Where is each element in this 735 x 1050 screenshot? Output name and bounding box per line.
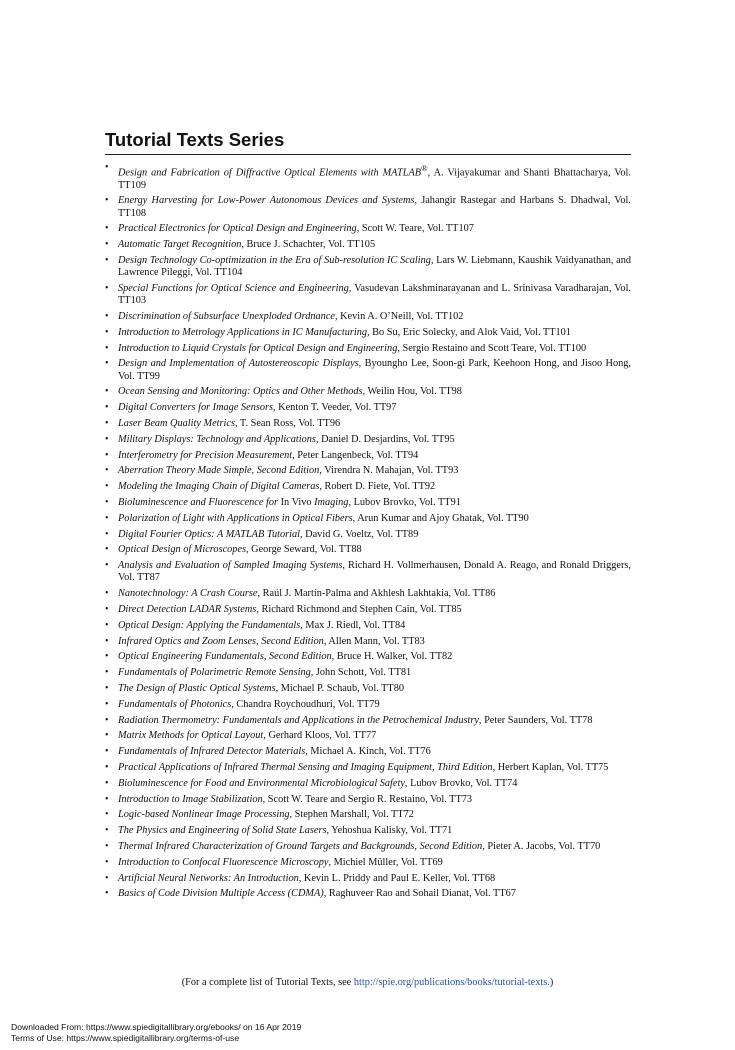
list-item <box>105 778 631 790</box>
book-authors-volume: , John Schott, Vol. TT81 <box>310 667 412 679</box>
book-authors-volume: , Yehoshua Kalisky, Vol. TT71 <box>326 825 453 837</box>
list-item <box>105 162 631 192</box>
book-authors-volume: , Kevin L. Priddy and Paul E. Keller, Vol. TT68 <box>298 872 496 884</box>
book-authors-volume: , Peter Saunders, Vol. TT78 <box>478 714 593 726</box>
list-item <box>105 255 631 279</box>
list-item <box>105 794 631 806</box>
book-authors-volume: Peter Langenbeck, Vol. TT94 <box>294 449 419 461</box>
book-title: Analysis and Evaluation of Sampled Imaging Systems <box>118 560 343 572</box>
list-item <box>105 327 631 339</box>
book-title-continued: Imaging <box>314 496 349 508</box>
trademark-mark: ® <box>421 163 428 173</box>
book-title: Direct Detection LADAR Systems <box>118 603 257 615</box>
tutorial-texts-link[interactable]: http://spie.org/publications/books/tutorial-texts. <box>353 977 550 988</box>
list-item <box>105 588 631 600</box>
book-title: Energy Harvesting for Low-Power Autonomous Devices and Systems <box>118 195 415 207</box>
book-title: Polarization of Light with Applications in Optical Fibers <box>118 512 353 524</box>
book-authors-volume: , Lars W. Liebmann, Kaushik Vaidyanathan, and Lawrence Pileggi, Vol. TT104 <box>118 255 631 279</box>
book-authors-volume: , Bo Su, Eric Solecky, and Alok Vaid, Vol. TT101 <box>367 326 571 338</box>
list-item <box>105 513 631 525</box>
book-authors-volume: Raghuveer Rao and Sohail Dianat, Vol. TT67 <box>326 888 516 900</box>
book-authors-volume: , Richard H. Vollmerhausen, Donald A. Reago, and Ronald Driggers, Vol. TT87 <box>118 560 632 584</box>
list-item <box>105 311 631 323</box>
list-item <box>105 343 631 355</box>
note-prefix: (For a complete list of Tutorial Texts, see <box>181 977 354 988</box>
book-title: Fundamentals of Polarimetric Remote Sensing <box>118 667 311 679</box>
book-title: Discrimination of Subsurface Unexploded Ordnance <box>118 311 335 323</box>
book-authors-volume: , Gerhard Kloos, Vol. TT77 <box>263 730 377 742</box>
book-title: Nanotechnology: A Crash Course <box>118 588 258 600</box>
list-item <box>105 620 631 632</box>
book-authors-volume: , Robert D. Fiete, Vol. TT92 <box>319 481 436 493</box>
list-item <box>105 497 631 509</box>
list-item <box>105 544 631 556</box>
list-item <box>105 667 631 679</box>
book-authors-volume: , Vasudevan Lakshminarayanan and L. Srinivasa Varadharajan, Vol. TT103 <box>118 283 632 307</box>
book-authors-volume: , Lubov Brovko, Vol. TT91 <box>348 496 461 508</box>
book-title: Military Displays: Technology and Applications <box>118 433 316 445</box>
book-authors-volume: , Raúl J. Martín-Palma and Akhlesh Lakhtakia, Vol. TT86 <box>257 588 496 600</box>
book-authors-volume: , Michael A. Kinch, Vol. TT76 <box>305 746 431 758</box>
book-title: Digital Converters for Image Sensors <box>118 402 274 414</box>
list-item <box>105 683 631 695</box>
book-title: Modeling the Imaging Chain of Digital Cameras <box>118 481 320 493</box>
book-title: Introduction to Metrology Applications in IC Manufacturing <box>118 326 368 338</box>
book-title: Matrix Methods for Optical Layout <box>118 730 264 742</box>
terms-of-use: Terms of Use: https://www.spiedigitallibrary.org/terms-of-use <box>11 1032 240 1043</box>
book-title: Introduction to Image Stabilization <box>118 793 263 805</box>
book-authors-volume: , Michael P. Schaub, Vol. TT80 <box>275 682 405 694</box>
book-authors-volume: , Allen Mann, Vol. TT83 <box>323 635 425 647</box>
book-title: The Physics and Engineering of Solid State Lasers <box>118 825 327 837</box>
list-item <box>105 529 631 541</box>
list-item <box>105 418 631 430</box>
book-title: Aberration Theory Made Simple, Second Edition <box>118 465 320 477</box>
book-authors-volume: , Daniel D. Desjardins, Vol. TT95 <box>315 433 455 445</box>
book-authors-volume: , George Seward, Vol. TT88 <box>246 544 362 556</box>
list-item <box>105 560 631 584</box>
book-title: Radiation Thermometry: Fundamentals and Applications in the Petrochemical Industry <box>118 714 479 726</box>
list-item <box>105 239 631 251</box>
book-authors-volume: , Byoungho Lee, Soon-gi Park, Keehoon Hong, and Jisoo Hong, Vol. TT99 <box>118 358 631 382</box>
list-item <box>105 386 631 398</box>
title-roman-text: In Vivo <box>278 496 315 508</box>
book-title: Optical Design of Microscopes <box>118 544 247 556</box>
book-title: Design and Implementation of Autostereoscopic Displays <box>118 358 359 370</box>
book-title: Fundamentals of Photonics <box>118 698 232 710</box>
book-title: Automatic Target Recognition <box>118 239 242 251</box>
book-title: Introduction to Liquid Crystals for Optical Design and Engineering <box>118 342 398 354</box>
series-heading: Tutorial Texts Series <box>105 128 631 155</box>
book-authors-volume: , Bruce H. Walker, Vol. TT82 <box>331 651 453 663</box>
list-item <box>105 809 631 821</box>
list-item <box>105 636 631 648</box>
book-title: Infrared Optics and Zoom Lenses, Second Edition <box>118 635 324 647</box>
book-authors-volume: , Scott W. Teare and Sergio R. Restaino, Vol. TT73 <box>262 793 473 805</box>
book-authors-volume: , David G. Voeltz, Vol. TT89 <box>300 528 419 540</box>
book-title: Fundamentals of Infrared Detector Materials <box>118 746 306 758</box>
book-title: Digital Fourier Optics: A MATLAB Tutorial <box>118 528 301 540</box>
book-authors-volume: , Lubov Brovko, Vol. TT74 <box>404 777 518 789</box>
book-authors-volume: , Virendra N. Mahajan, Vol. TT93 <box>319 465 459 477</box>
book-authors-volume: , Sergio Restaino and Scott Teare, Vol. TT100 <box>397 342 587 354</box>
book-authors-volume: , Kenton T. Veeder, Vol. TT97 <box>273 402 397 414</box>
list-item <box>105 825 631 837</box>
list-item <box>105 402 631 414</box>
list-item <box>105 450 631 462</box>
book-title: Bioluminescence for Food and Environmental Microbiological Safety <box>118 777 405 789</box>
book-authors-volume: , Bruce J. Schachter, Vol. TT105 <box>241 239 376 251</box>
book-authors-volume: , Chandra Roychoudhuri, Vol. TT79 <box>231 698 380 710</box>
list-item <box>105 651 631 663</box>
list-item <box>105 283 631 307</box>
book-authors-volume: , Weilin Hou, Vol. TT98 <box>362 386 462 398</box>
list-item <box>105 434 631 446</box>
book-authors-volume: , Richard Richmond and Stephen Cain, Vol. TT85 <box>256 603 462 615</box>
list-item <box>105 730 631 742</box>
book-title: Practical Electronics for Optical Design and Engineering <box>118 223 357 235</box>
book-title: Introduction to Confocal Fluorescence Microscopy <box>118 856 329 868</box>
book-title: Optical Design: Applying the Fundamentals <box>118 619 301 631</box>
book-authors-volume: , Michiel Müller, Vol. TT69 <box>328 856 443 868</box>
book-authors-volume: , Scott W. Teare, Vol. TT107 <box>356 223 474 235</box>
book-title: Artificial Neural Networks: An Introduction <box>118 872 299 884</box>
list-item <box>105 465 631 477</box>
book-authors-volume: , Stephen Marshall, Vol. TT72 <box>289 809 414 821</box>
book-authors-volume: , Max J. Riedl, Vol. TT84 <box>300 619 406 631</box>
book-title: Design and Fabrication of Diffractive Optical Elements with MATLAB <box>118 167 422 179</box>
complete-list-note <box>0 976 735 989</box>
book-title: Optical Engineering Fundamentals, Second Edition <box>118 651 332 663</box>
book-title: Interferometry for Precision Measurement, <box>118 449 295 461</box>
book-authors-volume: , Herbert Kaplan, Vol. TT75 <box>492 761 609 773</box>
list-item <box>105 762 631 774</box>
book-title: The Design of Plastic Optical Systems <box>118 682 276 694</box>
book-title: Bioluminescence and Fluorescence for <box>118 496 279 508</box>
list-item <box>105 223 631 235</box>
list-item <box>105 746 631 758</box>
list-item <box>105 481 631 493</box>
list-item <box>105 857 631 869</box>
book-authors-volume: , Pieter A. Jacobs, Vol. TT70 <box>482 840 601 852</box>
book-authors-volume: , Kevin A. O’Neill, Vol. TT102 <box>334 311 464 323</box>
list-item <box>105 873 631 885</box>
note-suffix: ) <box>549 977 554 988</box>
list-item <box>105 195 631 219</box>
download-info: Downloaded From: https://www.spiedigitallibrary.org/ebooks/ on 16 Apr 2019 <box>11 1022 302 1032</box>
book-title: Ocean Sensing and Monitoring: Optics and Other Methods <box>118 386 363 398</box>
book-authors-volume: , T. Sean Ross, Vol. TT96 <box>234 418 341 429</box>
book-title: Practical Applications of Infrared Thermal Sensing and Imaging Equipment, Third Edition <box>118 761 493 773</box>
list-item <box>105 841 631 853</box>
book-title: Logic-based Nonlinear Image Processing <box>118 809 290 821</box>
download-footer <box>11 1022 301 1043</box>
book-authors-volume: , Jahangir Rastegar and Harbans S. Dhadwal, Vol. TT108 <box>118 195 631 219</box>
list-item <box>105 604 631 616</box>
book-title: Thermal Infrared Characterization of Ground Targets and Backgrounds, Second Edition <box>118 840 483 852</box>
tutorial-texts-list <box>105 162 631 904</box>
list-item <box>105 888 631 900</box>
book-title: Basics of Code Division Multiple Access (CDMA), <box>118 888 327 900</box>
book-authors-volume: , Arun Kumar and Ajoy Ghatak, Vol. TT90 <box>352 512 529 524</box>
book-authors-volume: , A. Vijayakumar and Shanti Bhattacharya, Vol. TT109 <box>118 167 631 191</box>
list-item <box>105 699 631 711</box>
list-item <box>105 715 631 727</box>
book-title: Design Technology Co-optimization in the Era of Sub-resolution IC Scaling <box>118 255 431 267</box>
book-title: Special Functions for Optical Science and Engineering <box>118 283 349 295</box>
list-item <box>105 358 631 382</box>
book-title: Laser Beam Quality Metrics <box>118 418 235 429</box>
